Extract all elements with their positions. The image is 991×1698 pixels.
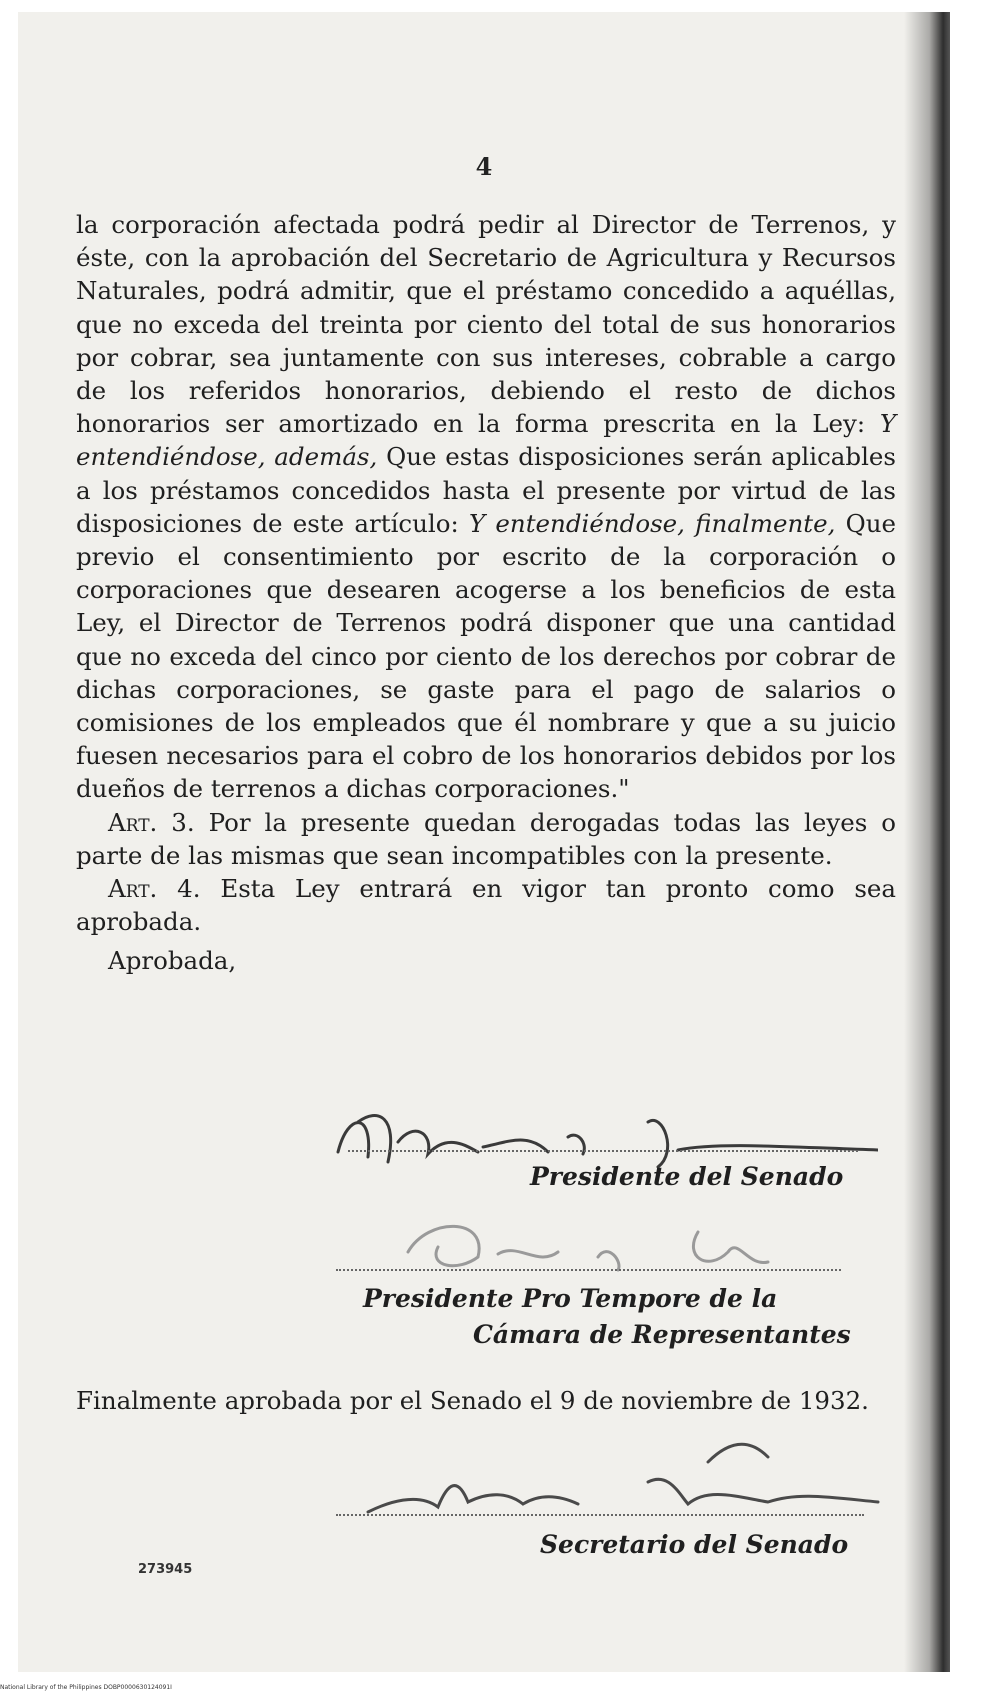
article-3-label: Art. 3.: [108, 807, 195, 837]
senate-president-title: Presidente del Senado: [530, 1162, 844, 1191]
document-page: [18, 12, 950, 1672]
approved-line: Aprobada,: [108, 946, 237, 976]
article-4-text: Esta Ley entrará en vigor tan pronto como sea aprobada.: [76, 874, 896, 937]
page-edge-shadow: [904, 12, 950, 1672]
house-speaker-title-line-1: Presidente Pro Tempore de la: [363, 1284, 778, 1313]
paragraph-main: [76, 208, 896, 806]
article-4-label: Art. 4.: [108, 874, 201, 904]
paragraph-main-text-3: Que previo el consentimiento por escrito de la corporación o corporaciones que desearen acogerse a los beneficios de esta Ley, el Director de Terrenos podrá disponer que una cantidad que no exceda del cinco por ciento de los derechos por cobrar de dichas corporaciones, se gaste para el pago de salarios o comisiones de los empleados que él nombrare y que a su juicio fuesen necesarios para el cobro de los honorarios debidos por los dueños de terrenos a dichas corporaciones.": [76, 508, 896, 804]
secretary-signature-line: [336, 1514, 864, 1516]
article-3: [76, 806, 896, 872]
house-speaker-signature-line: [336, 1269, 841, 1271]
document-number: 273945: [138, 1562, 193, 1577]
document-body: [76, 208, 896, 978]
house-speaker-title-line-2: Cámara de Representantes: [473, 1320, 851, 1349]
house-speaker-signature: [368, 1212, 818, 1282]
paragraph-main-text-1: la corporación afectada podrá pedir al Director de Terrenos, y éste, con la aprobación del Secretario de Agricultura y Recursos Naturales, podrá admitir, que el préstamo concedido a aquéllas, que no exceda del treinta por ciento del total de sus honorarios por cobrar, sea juntamente con sus intereses, cobrable a cargo de los referidos honorarios, debiendo el resto de dichos honorarios ser amortizado en la forma prescrita en la Ley:: [76, 210, 896, 439]
page-number: 4: [475, 152, 493, 181]
paragraph-main-text-2: Que estas disposiciones serán aplicables a los préstamos concedidos hasta el presente por virtud de las disposiciones de este artículo:: [76, 442, 896, 538]
article-3-text: Por la presente quedan derogadas todas las leyes o parte de las mismas que sean incompatibles con la presente.: [76, 807, 896, 870]
article-4: [76, 872, 896, 938]
footer-caption: National Library of the Philippines DOBP0000630124091I: [0, 1684, 172, 1691]
italic-proviso-2: Y entendiéndose, finalmente,: [469, 508, 836, 538]
senate-president-signature-line: [348, 1150, 858, 1152]
secretary-title: Secretario del Senado: [540, 1530, 849, 1559]
secretary-signature: [348, 1432, 888, 1532]
italic-proviso-1: Y entendiéndose, además,: [76, 409, 896, 472]
final-approval-text: Finalmente aprobada por el Senado el 9 de noviembre de 1932.: [76, 1386, 869, 1415]
